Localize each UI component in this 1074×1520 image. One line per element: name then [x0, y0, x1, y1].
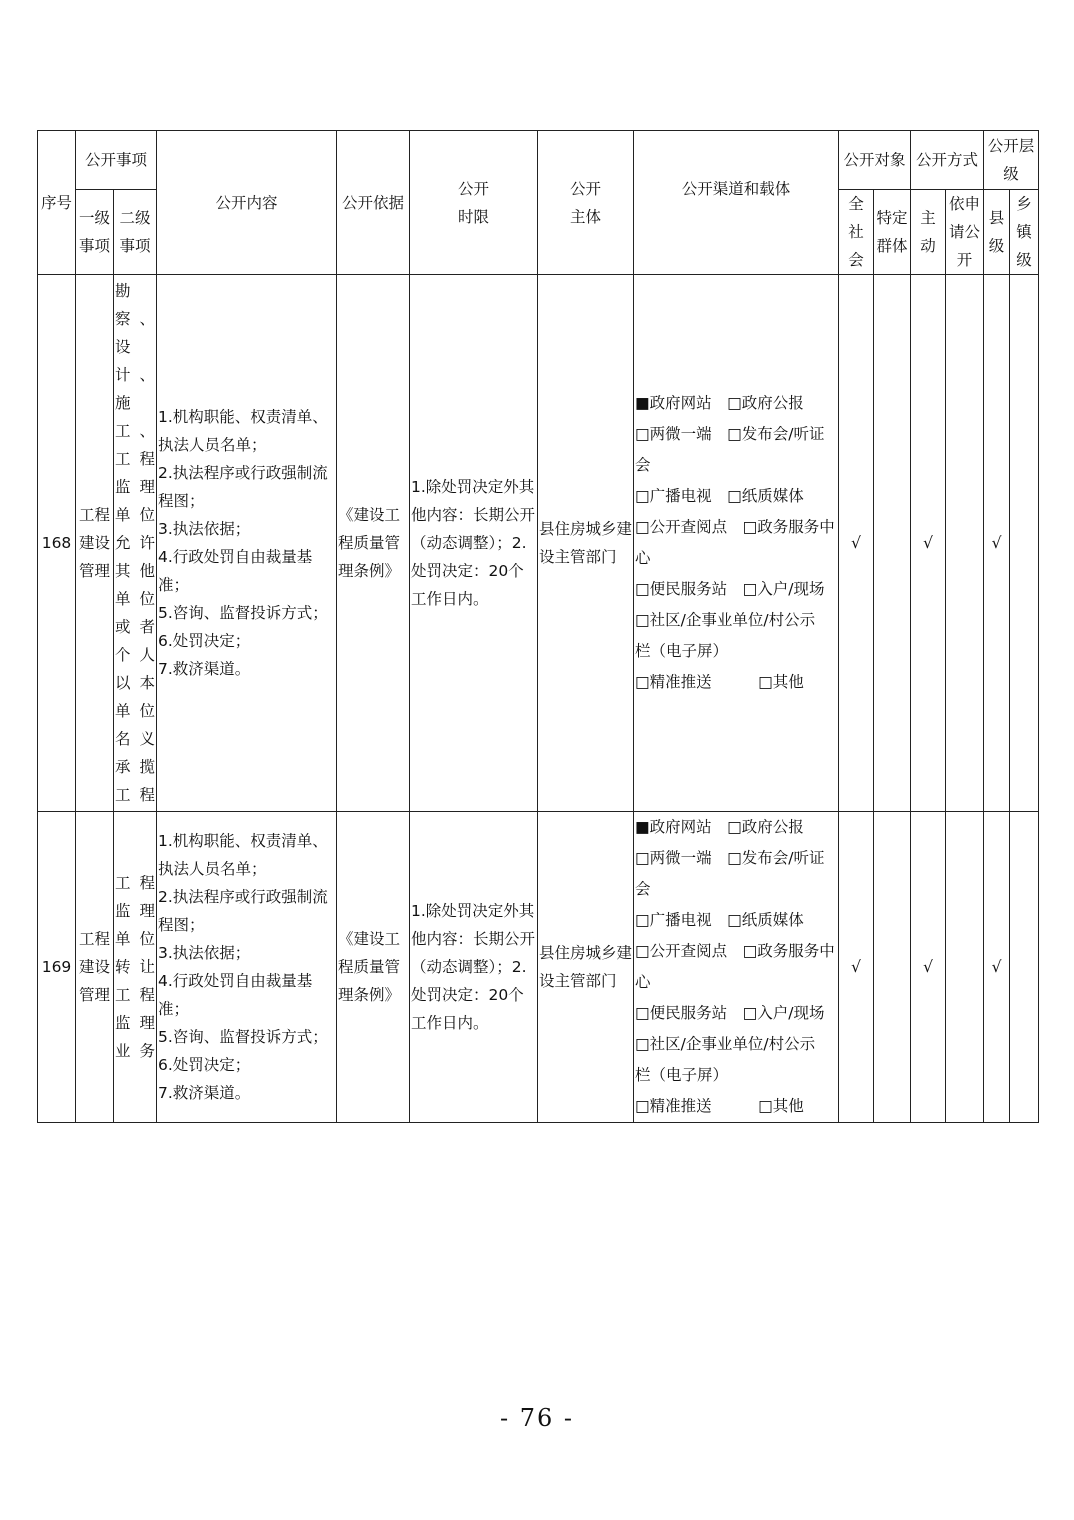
channel-line: □精准推送 □其他	[635, 673, 804, 691]
channel-line: 栏（电子屏）	[635, 1066, 729, 1084]
channel-line: □社区/企事业单位/村公示	[635, 611, 816, 629]
channel-line: □公开查阅点 □政务服务中	[635, 518, 835, 536]
header-row-1	[38, 131, 1039, 190]
channel-line: ■政府网站 □政府公报	[635, 394, 804, 412]
row-basis: 《建设工程质量管理条例》	[337, 275, 410, 812]
row-channels	[634, 812, 839, 1123]
content-line: 5.咨询、监督投诉方式；	[158, 1028, 328, 1046]
header-tier: 公开层级	[984, 131, 1039, 190]
channel-line: □社区/企事业单位/村公示	[635, 1035, 816, 1053]
row-tier-county: √	[984, 812, 1010, 1123]
channel-line: □广播电视 □纸质媒体	[635, 911, 804, 929]
row-aud-all: √	[839, 275, 874, 812]
content-line: 2.执法程序或行政强制流程图；	[158, 464, 328, 510]
content-line: 3.执法依据；	[158, 944, 251, 962]
row-aud-all: √	[839, 812, 874, 1123]
content-line: 5.咨询、监督投诉方式；	[158, 604, 328, 622]
row-level1: 工程建设管理	[76, 275, 114, 812]
row-basis: 《建设工程质量管理条例》	[337, 812, 410, 1123]
row-time-limit: 1.除处罚决定外其他内容：长期公开（动态调整）；2.处罚决定：20个工作日内。	[410, 275, 538, 812]
row-tier-town	[1010, 275, 1039, 812]
header-method-request: 依申请公开	[946, 190, 984, 275]
row-level2: 勘察、设计、施工、工程监理单位允许其他单位或者个人以本单位名义承揽工程	[114, 275, 157, 812]
header-basis: 公开依据	[337, 131, 410, 275]
row-seq: 168	[38, 275, 76, 812]
content-line: 3.执法依据；	[158, 520, 251, 538]
content-line: 1.机构职能、权责清单、执法人员名单；	[158, 408, 328, 454]
row-level1: 工程建设管理	[76, 812, 114, 1123]
row-aud-specific	[874, 812, 911, 1123]
row-seq: 169	[38, 812, 76, 1123]
table-row	[38, 275, 1039, 812]
page-number: - 76 -	[499, 1404, 574, 1432]
header-audience: 公开对象	[839, 131, 911, 190]
disclosure-table	[37, 130, 1039, 1123]
channel-line: 会	[635, 880, 651, 898]
header-method-active: 主动	[911, 190, 946, 275]
channel-line: □便民服务站 □入户/现场	[635, 580, 825, 598]
channel-line: □便民服务站 □入户/现场	[635, 1004, 825, 1022]
header-tier-town: 乡镇级	[1010, 190, 1039, 275]
row-subject: 县住房城乡建设主管部门	[538, 812, 634, 1123]
channel-line: □两微一端 □发布会/听证	[635, 425, 825, 443]
channel-line: ■政府网站 □政府公报	[635, 818, 804, 836]
header-seq: 序号	[38, 131, 76, 275]
content-line: 1.机构职能、权责清单、执法人员名单；	[158, 832, 328, 878]
row-time-limit: 1.除处罚决定外其他内容：长期公开（动态调整）；2.处罚决定：20个工作日内。	[410, 812, 538, 1123]
content-line: 2.执法程序或行政强制流程图；	[158, 888, 328, 934]
content-line: 7.救济渠道。	[158, 1084, 251, 1102]
header-channels: 公开渠道和载体	[634, 131, 839, 275]
channel-line: □两微一端 □发布会/听证	[635, 849, 825, 867]
header-aud-specific: 特定群体	[874, 190, 911, 275]
channel-line: □公开查阅点 □政务服务中	[635, 942, 835, 960]
header-items: 公开事项	[76, 131, 157, 190]
row-method-active: √	[911, 812, 946, 1123]
header-time-limit: 公开时限	[410, 131, 538, 275]
header-tier-county: 县级	[984, 190, 1010, 275]
row-aud-specific	[874, 275, 911, 812]
row-method-active: √	[911, 275, 946, 812]
row-method-request	[946, 275, 984, 812]
header-subject: 公开主体	[538, 131, 634, 275]
row-method-request	[946, 812, 984, 1123]
table-row	[38, 812, 1039, 1123]
channel-line: 心	[635, 973, 651, 991]
channel-line: □精准推送 □其他	[635, 1097, 804, 1115]
header-aud-all: 全社会	[839, 190, 874, 275]
channel-line: 心	[635, 549, 651, 567]
row-channels	[634, 275, 839, 812]
row-subject: 县住房城乡建设主管部门	[538, 275, 634, 812]
row-tier-county: √	[984, 275, 1010, 812]
row-tier-town	[1010, 812, 1039, 1123]
header-content: 公开内容	[157, 131, 337, 275]
header-level2: 二级事项	[114, 190, 157, 275]
content-line: 6.处罚决定；	[158, 1056, 251, 1074]
row-content	[157, 812, 337, 1123]
channel-line: □广播电视 □纸质媒体	[635, 487, 804, 505]
content-line: 6.处罚决定；	[158, 632, 251, 650]
channel-line: 栏（电子屏）	[635, 642, 729, 660]
content-line: 4.行政处罚自由裁量基准；	[158, 548, 313, 594]
header-level1: 一级事项	[76, 190, 114, 275]
channel-line: 会	[635, 456, 651, 474]
row-content	[157, 275, 337, 812]
content-line: 4.行政处罚自由裁量基准；	[158, 972, 313, 1018]
row-level2: 工程监理单位转让工程监理业务	[114, 812, 157, 1123]
content-line: 7.救济渠道。	[158, 660, 251, 678]
header-method: 公开方式	[911, 131, 984, 190]
